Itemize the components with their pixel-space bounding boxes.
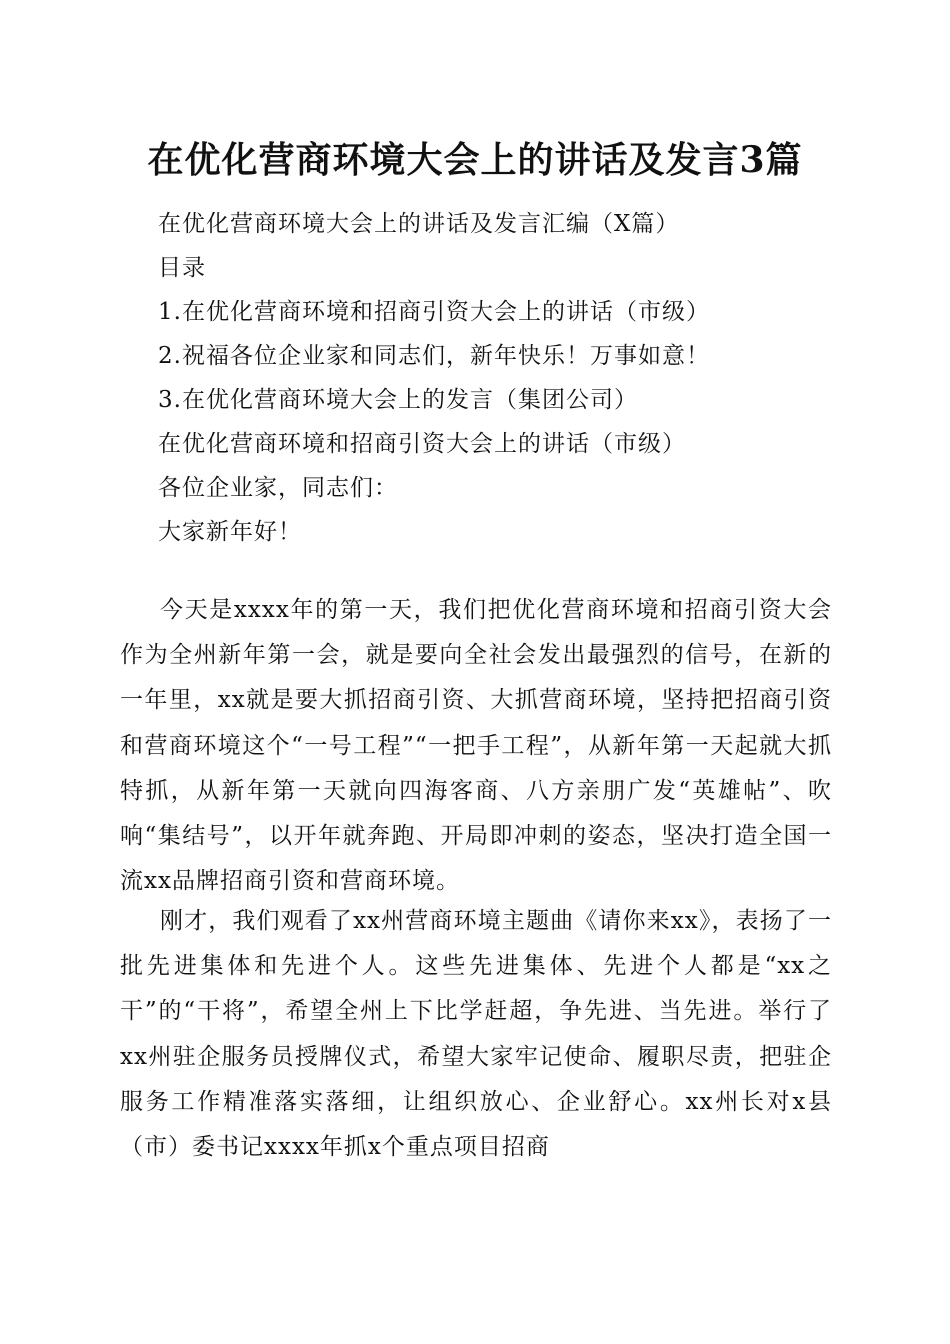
- toc-heading: 目录: [158, 255, 206, 281]
- greeting: 大家新年好！: [158, 519, 302, 545]
- toc-item-1: 1.在优化营商环境和招商引资大会上的讲话（市级）: [158, 299, 710, 325]
- body-paragraph-2: 刚才，我们观看了xx州营商环境主题曲《请你来xx》，表扬了一批先进集体和先进个人。这些先进集体、先进个人都是“xx之干”的“干将”，希望全州上下比学赶超，争先进、当先进。举行了xx州驻企服务员授牌仪式，希望大家牢记使命、履职尽责，把驻企服务工作精准落实落细，让组织放心、企业舒心。xx州长对x县（市）委书记xxxx年抓x个重点项目招商: [120, 908, 832, 1161]
- toc-item-2: 2.祝福各位企业家和同志们，新年快乐！万事如意！: [158, 343, 710, 369]
- document-title: 在优化营商环境大会上的讲话及发言3篇: [147, 139, 803, 181]
- body-paragraph-1: 今天是xxxx年的第一天，我们把优化营商环境和招商引资大会作为全州新年第一会，就是要向全社会发出最强烈的信号，在新的一年里，xx就是要大抓招商引资、大抓营商环境，坚持把招商引资和营商环境这个“一号工程”“一把手工程”，从新年第一天起就大抓特抓，从新年第一天就向四海客商、八方亲朋广发“英雄帖”、吹响“集结号”，以开年就奔跑、开局即冲刺的姿态，坚决打造全国一流xx品牌招商引资和营商环境。: [120, 597, 832, 895]
- section-heading: 在优化营商环境和招商引资大会上的讲话（市级）: [158, 431, 686, 457]
- salutation: 各位企业家，同志们：: [158, 475, 398, 501]
- toc-item-3: 3.在优化营商环境大会上的发言（集团公司）: [158, 387, 638, 413]
- subtitle-line: 在优化营商环境大会上的讲话及发言汇编（X篇）: [158, 211, 680, 237]
